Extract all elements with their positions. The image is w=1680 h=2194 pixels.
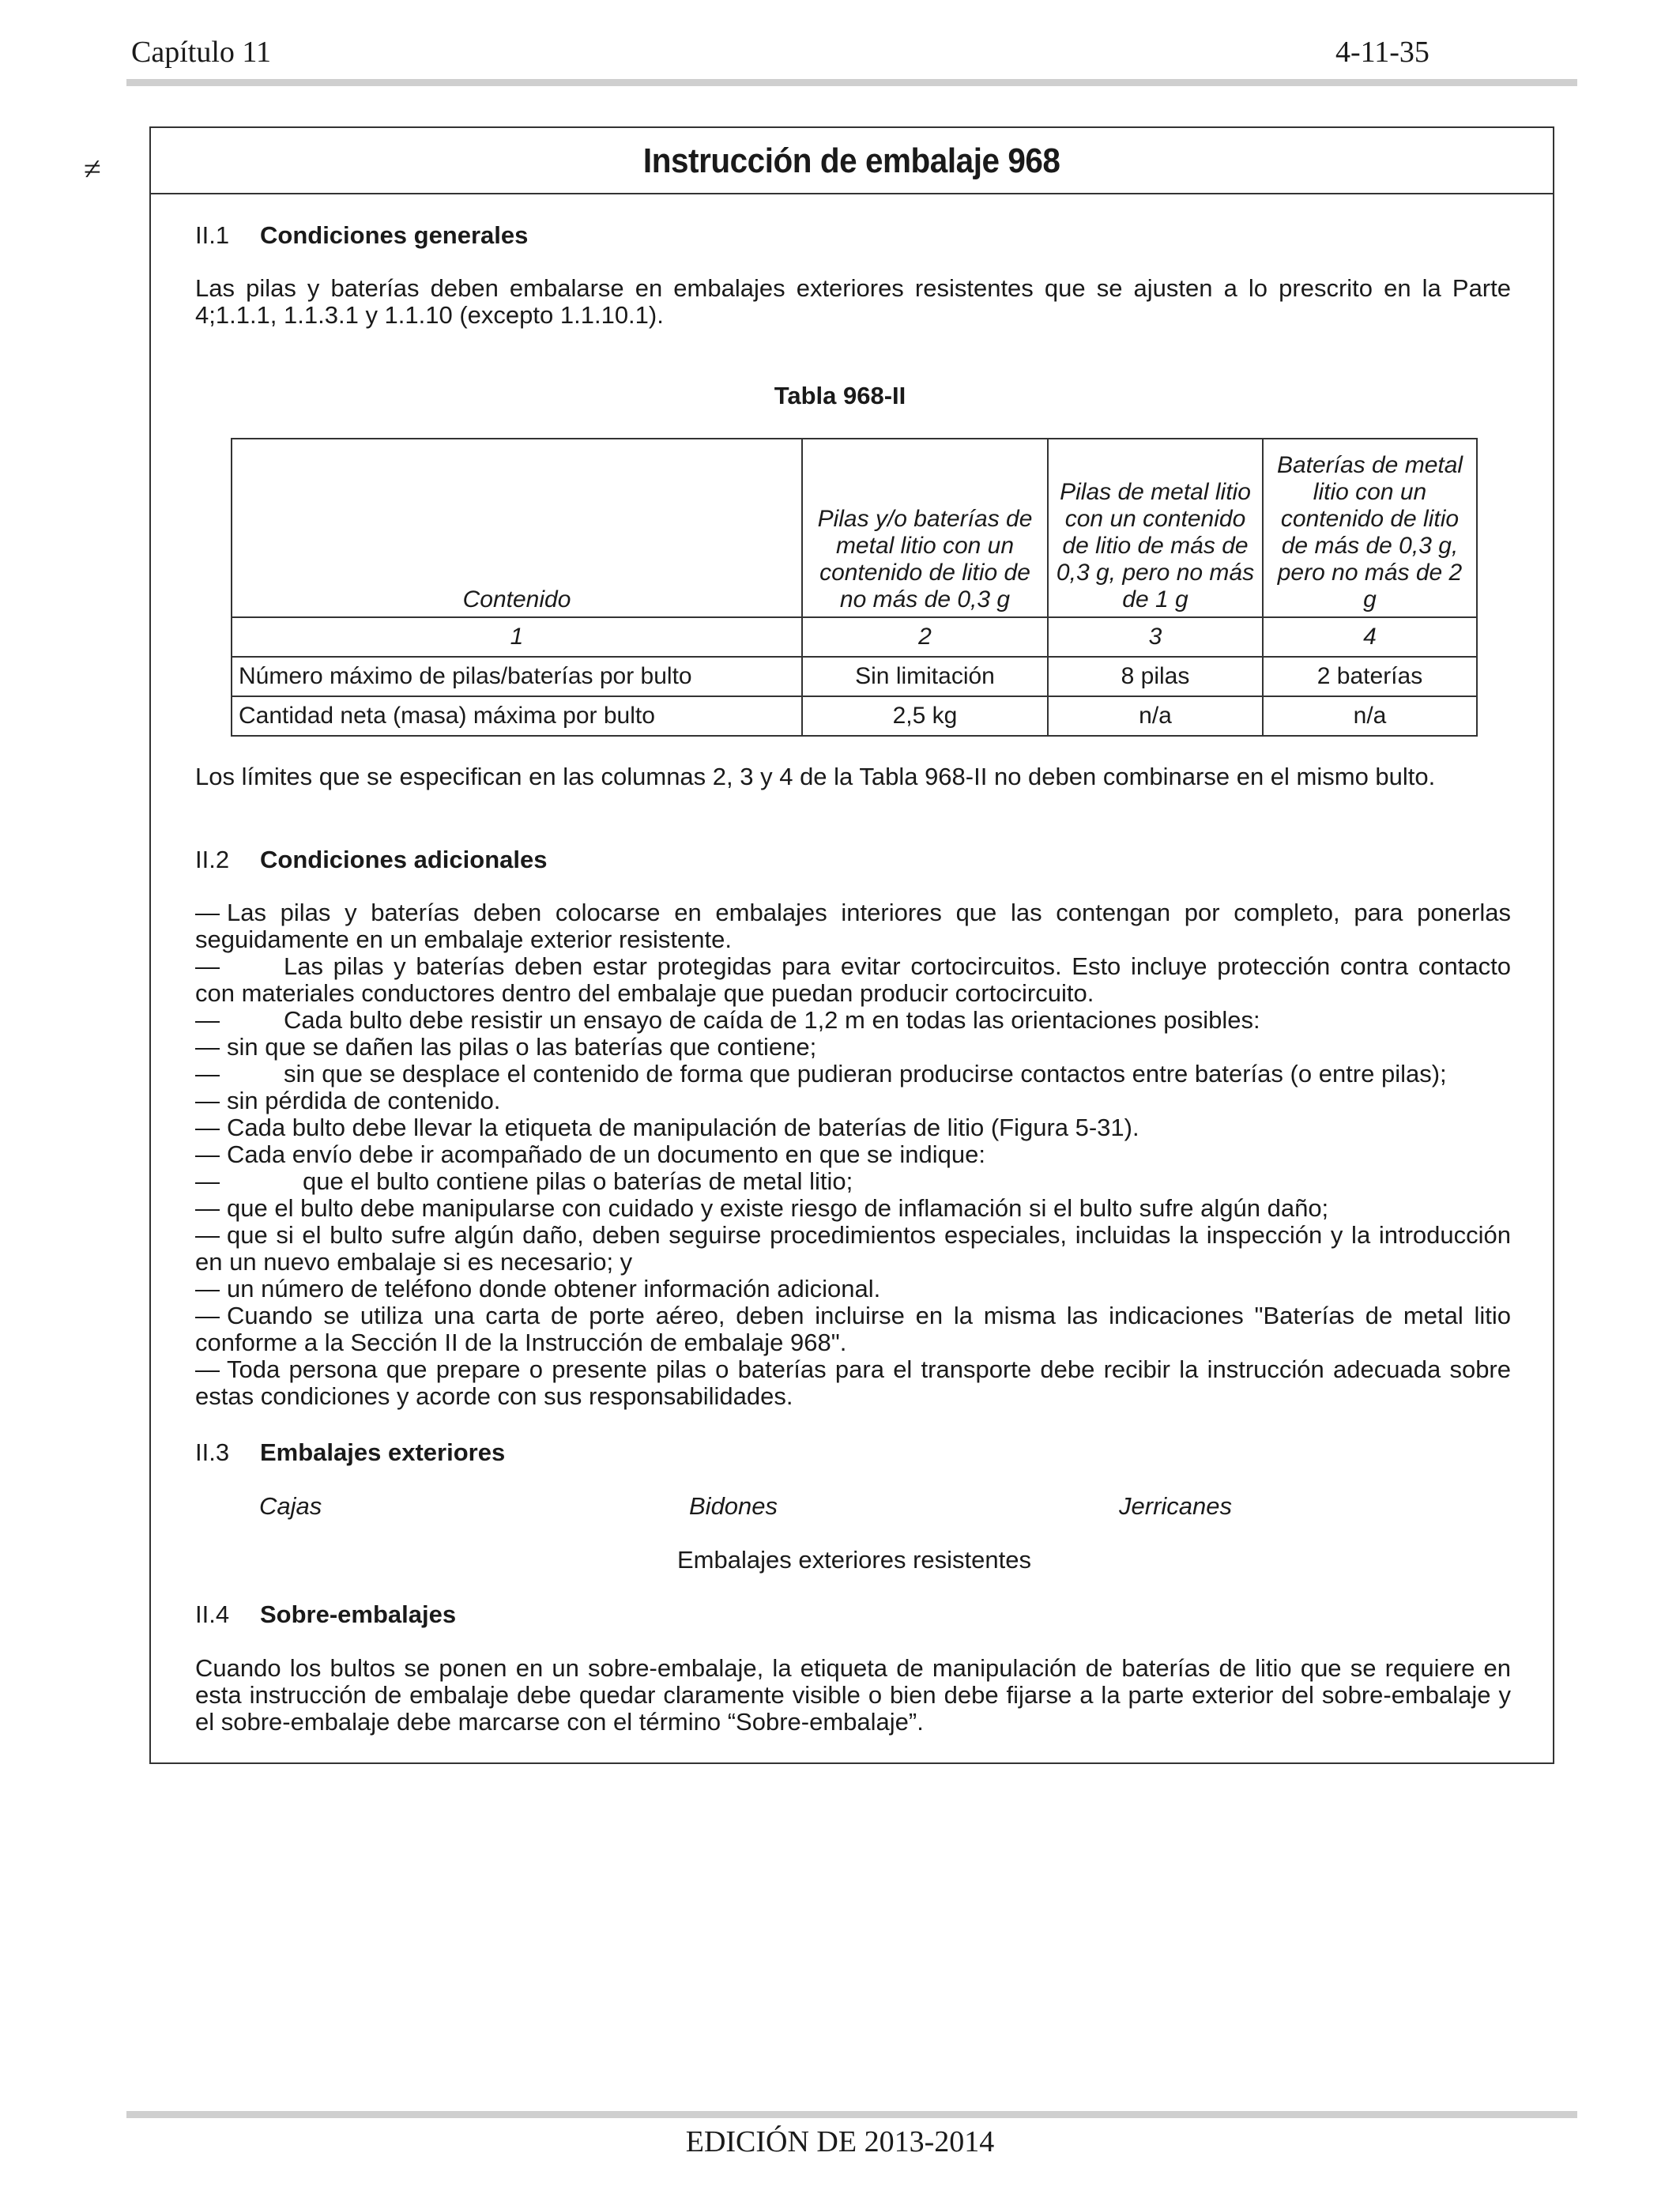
table-cell: 8 pilas (1048, 657, 1263, 696)
list-item (195, 1356, 1511, 1410)
em-dash: — (195, 1087, 220, 1114)
list-item-text: sin pérdida de contenido. (227, 1087, 501, 1114)
section-heading-ii3 (195, 1438, 505, 1467)
list-item (195, 953, 1511, 1007)
section-title: Condiciones adicionales (260, 846, 548, 873)
list-item (195, 899, 1511, 953)
chapter-label: Capítulo 11 (131, 36, 271, 69)
table-header-cell: Contenido (232, 439, 802, 617)
list-item (195, 1034, 1511, 1061)
list-item-text: que el bulto contiene pilas o baterías de metal litio; (303, 1167, 853, 1195)
table-header-row (232, 439, 1477, 617)
list-item-text: un número de teléfono donde obtener información adicional. (227, 1275, 881, 1302)
list-item (195, 1276, 1511, 1302)
section-title: Sobre-embalajes (260, 1600, 457, 1628)
table-cell: Sin limitación (802, 657, 1048, 696)
table-caption: Tabla 968-II (774, 382, 906, 409)
column-number: 1 (232, 617, 802, 657)
list-item-text: Cada envío debe ir acompañado de un documento en que se indique: (227, 1140, 985, 1168)
section-heading-ii2 (195, 846, 547, 874)
em-dash: — (195, 1006, 220, 1034)
section-number: II.2 (195, 846, 230, 873)
list-item-text: Cada bulto debe llevar la etiqueta de manipulación de baterías de litio (Figura 5-31). (227, 1114, 1139, 1141)
packaging-drum: Bidones (689, 1492, 778, 1520)
list-item (195, 1302, 1511, 1356)
list-item (195, 1061, 1511, 1088)
list-item-text: Las pilas y baterías deben estar protegidas para evitar cortocircuitos. Esto incluye protección contra contacto con materiales conductores dentro del embalaje que puedan producir cortocircuito. (195, 952, 1511, 1007)
table-row-label: Cantidad neta (masa) máxima por bulto (232, 696, 802, 736)
list-item (195, 1195, 1511, 1222)
table-cell: n/a (1048, 696, 1263, 736)
edition-footer: EDICIÓN DE 2013-2014 (685, 2125, 995, 2158)
packaging-subline: Embalajes exteriores resistentes (677, 1546, 1031, 1574)
em-dash: — (195, 1167, 220, 1195)
table-row (232, 696, 1477, 736)
table-row-label: Número máximo de pilas/baterías por bulto (232, 657, 802, 696)
section-title: Condiciones generales (260, 221, 529, 249)
em-dash: — (195, 1194, 220, 1222)
em-dash: — (195, 1140, 220, 1168)
em-dash: — (195, 1275, 220, 1302)
em-dash: — (195, 1221, 220, 1249)
list-item-text: Las pilas y baterías deben colocarse en embalajes interiores que las contengan por completo, para ponerlas seguidamente en un embalaje exterior resistente. (195, 899, 1511, 953)
list-item (195, 1114, 1511, 1141)
list-item-text: Cada bulto debe resistir un ensayo de caída de 1,2 m en todas las orientaciones posibles: (284, 1006, 1260, 1034)
box-title: Instrucción de embalaje 968 (643, 141, 1060, 180)
table-row (232, 657, 1477, 696)
table-cell: n/a (1263, 696, 1477, 736)
box-title-bar (151, 128, 1553, 194)
list-item-text: que si el bulto sufre algún daño, deben seguirse procedimientos especiales, incluidas la inspección y la introducción en un nuevo embalaje si es necesario; y (195, 1221, 1511, 1276)
em-dash: — (195, 1302, 220, 1329)
list-item (195, 1007, 1511, 1034)
list-item (195, 1168, 1511, 1195)
list-item-text: sin que se desplace el contenido de forma que pudieran producirse contactos entre baterías (o entre pilas); (284, 1060, 1447, 1088)
column-number: 4 (1263, 617, 1477, 657)
table-column-number-row (232, 617, 1477, 657)
change-mark: ≠ (84, 151, 101, 187)
packaging-jerrican: Jerricanes (1119, 1492, 1232, 1520)
paragraph-general-conditions: Las pilas y baterías deben embalarse en embalajes exteriores resistentes que se ajusten a lo prescrito en la Parte 4;1.1.1, 1.1.3.1 y 1.1.10 (excepto 1.1.10.1). (195, 274, 1511, 329)
table-header-cell: Baterías de metal litio con un contenido de litio de más de 0,3 g, pero no más de 2 g (1263, 439, 1477, 617)
table-cell: 2,5 kg (802, 696, 1048, 736)
header-rule (126, 79, 1577, 86)
em-dash: — (195, 1355, 220, 1383)
section-heading-ii4 (195, 1600, 456, 1629)
em-dash: — (195, 1114, 220, 1141)
em-dash: — (195, 952, 220, 980)
table-note: Los límites que se especifican en las columnas 2, 3 y 4 de la Tabla 968-II no deben combinarse en el mismo bulto. (195, 763, 1436, 790)
table-header-cell: Pilas y/o baterías de metal litio con un contenido de litio de no más de 0,3 g (802, 439, 1048, 617)
table-header-cell: Pilas de metal litio con un contenido de litio de más de 0,3 g, pero no más de 1 g (1048, 439, 1263, 617)
em-dash: — (195, 899, 220, 926)
list-item-text: que el bulto debe manipularse con cuidado y existe riesgo de inflamación si el bulto sufre algún daño; (227, 1194, 1329, 1222)
em-dash: — (195, 1060, 220, 1088)
packaging-box: Cajas (259, 1492, 322, 1520)
column-number: 3 (1048, 617, 1263, 657)
list-item-text: sin que se dañen las pilas o las baterías que contiene; (227, 1033, 817, 1061)
list-item (195, 1222, 1511, 1276)
table-968-ii (231, 438, 1478, 737)
section-title: Embalajes exteriores (260, 1438, 506, 1466)
footer-rule (126, 2111, 1577, 2118)
list-item-text: Cuando se utiliza una carta de porte aéreo, deben incluirse en la misma las indicaciones "Baterías de metal litio conforme a la Sección II de la Instrucción de embalaje 968". (195, 1302, 1511, 1356)
list-item (195, 1141, 1511, 1168)
column-number: 2 (802, 617, 1048, 657)
list-item (195, 1088, 1511, 1114)
page-number: 4-11-35 (1335, 36, 1430, 69)
em-dash: — (195, 1033, 220, 1061)
section-number: II.4 (195, 1600, 230, 1628)
section-number: II.1 (195, 221, 230, 249)
list-item-text: Toda persona que prepare o presente pilas o baterías para el transporte debe recibir la instrucción adecuada sobre estas condiciones y acorde con sus responsabilidades. (195, 1355, 1511, 1410)
paragraph-overpacks: Cuando los bultos se ponen en un sobre-embalaje, la etiqueta de manipulación de baterías de litio que se requiere en esta instrucción de embalaje debe quedar claramente visible o bien debe fijarse a la parte exterior del sobre-embalaje y el sobre-embalaje debe marcarse con el término “Sobre-embalaje”. (195, 1654, 1511, 1736)
table-cell: 2 baterías (1263, 657, 1477, 696)
section-number: II.3 (195, 1438, 230, 1466)
section-heading-ii1 (195, 221, 528, 250)
